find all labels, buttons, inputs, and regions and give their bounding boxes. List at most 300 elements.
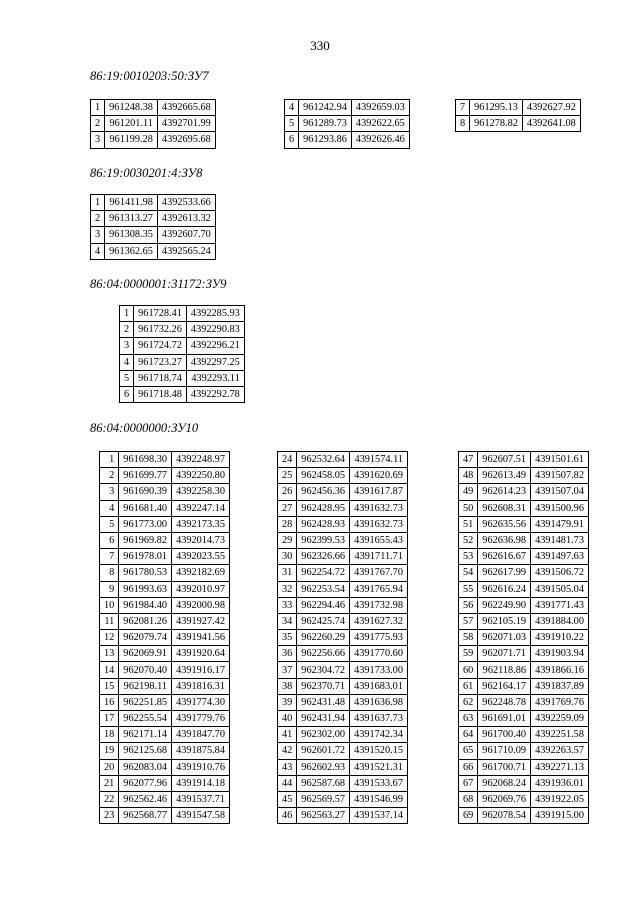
x-coordinate: 962616.24 <box>478 581 531 597</box>
table-row <box>120 338 245 354</box>
x-coordinate: 962428.95 <box>297 500 350 516</box>
x-coordinate: 961201.11 <box>105 116 158 132</box>
table-row <box>278 516 408 532</box>
x-coordinate: 961773.00 <box>119 516 172 532</box>
point-number: 40 <box>278 711 297 727</box>
point-number: 67 <box>459 775 478 791</box>
table-row <box>459 549 589 565</box>
point-number: 35 <box>278 630 297 646</box>
point-number: 68 <box>459 791 478 807</box>
table-row <box>459 613 589 629</box>
point-number: 3 <box>100 484 119 500</box>
point-number: 8 <box>456 116 470 132</box>
y-coordinate: 4391636.98 <box>350 694 408 710</box>
table-row <box>459 581 589 597</box>
x-coordinate: 961411.98 <box>105 195 158 211</box>
y-coordinate: 4391632.73 <box>350 516 408 532</box>
y-coordinate: 4392695.68 <box>157 132 215 148</box>
coords-table-zu10-part3 <box>458 451 589 824</box>
x-coordinate: 962079.74 <box>119 630 172 646</box>
point-number: 43 <box>278 759 297 775</box>
x-coordinate: 961698.30 <box>119 452 172 468</box>
point-number: 9 <box>100 581 119 597</box>
point-number: 38 <box>278 678 297 694</box>
x-coordinate: 962370.71 <box>297 678 350 694</box>
table-row <box>456 116 581 132</box>
x-coordinate: 961289.73 <box>299 116 352 132</box>
point-number: 6 <box>100 532 119 548</box>
y-coordinate: 4391574.11 <box>350 452 408 468</box>
y-coordinate: 4391520.15 <box>350 743 408 759</box>
x-coordinate: 962302.00 <box>297 727 350 743</box>
table-row <box>459 694 589 710</box>
x-coordinate: 961969.82 <box>119 532 172 548</box>
table-row <box>100 581 230 597</box>
table-row <box>100 694 230 710</box>
y-coordinate: 4392701.99 <box>157 116 215 132</box>
y-coordinate: 4391927.42 <box>172 613 230 629</box>
x-coordinate: 961699.77 <box>119 468 172 484</box>
point-number: 66 <box>459 759 478 775</box>
point-number: 30 <box>278 549 297 565</box>
point-number: 20 <box>100 759 119 775</box>
y-coordinate: 4392292.78 <box>186 386 244 402</box>
y-coordinate: 4392641.08 <box>522 116 580 132</box>
y-coordinate: 4392659.03 <box>351 100 409 116</box>
coords-table-zu7-part2 <box>284 99 410 149</box>
y-coordinate: 4392613.32 <box>157 211 215 227</box>
x-coordinate: 962083.04 <box>119 759 172 775</box>
x-coordinate: 961242.94 <box>299 100 352 116</box>
x-coordinate: 961293.86 <box>299 132 352 148</box>
y-coordinate: 4392622.65 <box>351 116 409 132</box>
table-row <box>278 549 408 565</box>
x-coordinate: 961993.63 <box>119 581 172 597</box>
table-row <box>459 727 589 743</box>
table-row <box>278 775 408 791</box>
table-row <box>100 678 230 694</box>
y-coordinate: 4391505.04 <box>531 581 589 597</box>
y-coordinate: 4392626.46 <box>351 132 409 148</box>
x-coordinate: 962568.77 <box>119 808 172 824</box>
point-number: 16 <box>100 694 119 710</box>
table-row <box>278 743 408 759</box>
x-coordinate: 962636.98 <box>478 532 531 548</box>
point-number: 37 <box>278 662 297 678</box>
y-coordinate: 4392665.68 <box>157 100 215 116</box>
table-row <box>459 646 589 662</box>
point-number: 6 <box>285 132 299 148</box>
table-row <box>459 678 589 694</box>
point-number: 54 <box>459 565 478 581</box>
point-number: 3 <box>91 132 105 148</box>
x-coordinate: 962071.03 <box>478 630 531 646</box>
point-number: 29 <box>278 532 297 548</box>
x-coordinate: 962614.23 <box>478 484 531 500</box>
table-row <box>278 581 408 597</box>
x-coordinate: 961780.53 <box>119 565 172 581</box>
coords-table-zu9 <box>119 305 245 403</box>
point-number: 32 <box>278 581 297 597</box>
y-coordinate: 4391533.67 <box>350 775 408 791</box>
x-coordinate: 962070.40 <box>119 662 172 678</box>
point-number: 51 <box>459 516 478 532</box>
table-row <box>459 468 589 484</box>
y-coordinate: 4391620.69 <box>350 468 408 484</box>
point-number: 4 <box>120 354 134 370</box>
table-row <box>459 775 589 791</box>
x-coordinate: 961724.72 <box>134 338 187 354</box>
y-coordinate: 4392010.97 <box>172 581 230 597</box>
y-coordinate: 4392533.66 <box>157 195 215 211</box>
x-coordinate: 962425.74 <box>297 613 350 629</box>
table-row <box>278 630 408 646</box>
x-coordinate: 962608.31 <box>478 500 531 516</box>
y-coordinate: 4392247.14 <box>172 500 230 516</box>
table-row <box>100 775 230 791</box>
table-row <box>120 322 245 338</box>
y-coordinate: 4391775.93 <box>350 630 408 646</box>
table-row <box>285 132 410 148</box>
y-coordinate: 4392248.97 <box>172 452 230 468</box>
x-coordinate: 962601.72 <box>297 743 350 759</box>
y-coordinate: 4392297.25 <box>186 354 244 370</box>
y-coordinate: 4391875.84 <box>172 743 230 759</box>
y-coordinate: 4391617.87 <box>350 484 408 500</box>
point-number: 10 <box>100 597 119 613</box>
y-coordinate: 4391521.31 <box>350 759 408 775</box>
y-coordinate: 4391742.34 <box>350 727 408 743</box>
x-coordinate: 962431.48 <box>297 694 350 710</box>
point-number: 60 <box>459 662 478 678</box>
y-coordinate: 4392251.58 <box>531 727 589 743</box>
y-coordinate: 4392271.13 <box>531 759 589 775</box>
coords-table-zu10-part2 <box>277 451 408 824</box>
y-coordinate: 4391847.70 <box>172 727 230 743</box>
y-coordinate: 4391941.56 <box>172 630 230 646</box>
table-row <box>91 132 216 148</box>
point-number: 6 <box>120 386 134 402</box>
x-coordinate: 962118.86 <box>478 662 531 678</box>
table-row <box>100 662 230 678</box>
y-coordinate: 4391837.89 <box>531 678 589 694</box>
x-coordinate: 961681.40 <box>119 500 172 516</box>
point-number: 65 <box>459 743 478 759</box>
x-coordinate: 961710.09 <box>478 743 531 759</box>
x-coordinate: 961732.26 <box>134 322 187 338</box>
x-coordinate: 962431.94 <box>297 711 350 727</box>
x-coordinate: 961723.27 <box>134 354 187 370</box>
x-coordinate: 962260.29 <box>297 630 350 646</box>
y-coordinate: 4391683.01 <box>350 678 408 694</box>
table-row <box>100 500 230 516</box>
y-coordinate: 4392023.55 <box>172 549 230 565</box>
coords-table-zu8 <box>90 194 216 260</box>
point-number: 64 <box>459 727 478 743</box>
table-row <box>278 500 408 516</box>
point-number: 33 <box>278 597 297 613</box>
y-coordinate: 4391903.94 <box>531 646 589 662</box>
x-coordinate: 962458.05 <box>297 468 350 484</box>
point-number: 27 <box>278 500 297 516</box>
table-row <box>100 613 230 629</box>
table-row <box>459 597 589 613</box>
x-coordinate: 961718.74 <box>134 370 187 386</box>
y-coordinate: 4391884.00 <box>531 613 589 629</box>
table-row <box>100 727 230 743</box>
point-number: 53 <box>459 549 478 565</box>
table-row <box>459 808 589 824</box>
x-coordinate: 962304.72 <box>297 662 350 678</box>
point-number: 17 <box>100 711 119 727</box>
table-row <box>278 452 408 468</box>
x-coordinate: 962602.93 <box>297 759 350 775</box>
table-row <box>100 468 230 484</box>
point-number: 61 <box>459 678 478 694</box>
section-title-zu9: 86:04:0000001:31172:ЗУ9 <box>90 277 227 291</box>
x-coordinate: 961728.41 <box>134 306 187 322</box>
coords-table-zu7-part3 <box>455 99 581 132</box>
x-coordinate: 962563.27 <box>297 808 350 824</box>
coords-table-zu10-part1 <box>99 451 230 824</box>
table-row <box>278 597 408 613</box>
point-number: 15 <box>100 678 119 694</box>
x-coordinate: 962326.66 <box>297 549 350 565</box>
table-row <box>100 452 230 468</box>
x-coordinate: 962069.76 <box>478 791 531 807</box>
x-coordinate: 962249.90 <box>478 597 531 613</box>
y-coordinate: 4391547.58 <box>172 808 230 824</box>
y-coordinate: 4392000.98 <box>172 597 230 613</box>
table-row <box>100 549 230 565</box>
point-number: 7 <box>456 100 470 116</box>
point-number: 21 <box>100 775 119 791</box>
x-coordinate: 962532.64 <box>297 452 350 468</box>
table-row <box>120 386 245 402</box>
point-number: 2 <box>120 322 134 338</box>
point-number: 2 <box>91 211 105 227</box>
point-number: 26 <box>278 484 297 500</box>
table-row <box>285 116 410 132</box>
x-coordinate: 961978.01 <box>119 549 172 565</box>
point-number: 41 <box>278 727 297 743</box>
y-coordinate: 4391497.63 <box>531 549 589 565</box>
point-number: 14 <box>100 662 119 678</box>
table-row <box>100 743 230 759</box>
y-coordinate: 4391916.17 <box>172 662 230 678</box>
table-row <box>278 662 408 678</box>
y-coordinate: 4391546.99 <box>350 791 408 807</box>
table-row <box>459 500 589 516</box>
x-coordinate: 962607.51 <box>478 452 531 468</box>
point-number: 46 <box>278 808 297 824</box>
point-number: 50 <box>459 500 478 516</box>
y-coordinate: 4391537.14 <box>350 808 408 824</box>
y-coordinate: 4391779.76 <box>172 711 230 727</box>
table-row <box>459 516 589 532</box>
y-coordinate: 4391507.04 <box>531 484 589 500</box>
x-coordinate: 962198.11 <box>119 678 172 694</box>
table-row <box>459 759 589 775</box>
point-number: 34 <box>278 613 297 629</box>
table-row <box>278 532 408 548</box>
table-row <box>100 646 230 662</box>
point-number: 2 <box>91 116 105 132</box>
x-coordinate: 962617.99 <box>478 565 531 581</box>
table-row <box>459 662 589 678</box>
point-number: 18 <box>100 727 119 743</box>
x-coordinate: 962068.24 <box>478 775 531 791</box>
table-row <box>278 565 408 581</box>
point-number: 45 <box>278 791 297 807</box>
point-number: 3 <box>91 227 105 243</box>
point-number: 1 <box>91 100 105 116</box>
x-coordinate: 962078.54 <box>478 808 531 824</box>
x-coordinate: 961984.40 <box>119 597 172 613</box>
x-coordinate: 961690.39 <box>119 484 172 500</box>
table-row <box>120 306 245 322</box>
x-coordinate: 961199.28 <box>105 132 158 148</box>
x-coordinate: 962171.14 <box>119 727 172 743</box>
y-coordinate: 4391500.96 <box>531 500 589 516</box>
y-coordinate: 4392250.80 <box>172 468 230 484</box>
y-coordinate: 4392173.35 <box>172 516 230 532</box>
y-coordinate: 4392258.30 <box>172 484 230 500</box>
table-row <box>278 484 408 500</box>
point-number: 4 <box>91 243 105 259</box>
y-coordinate: 4391767.70 <box>350 565 408 581</box>
y-coordinate: 4391655.43 <box>350 532 408 548</box>
table-row <box>100 516 230 532</box>
point-number: 25 <box>278 468 297 484</box>
y-coordinate: 4391816.31 <box>172 678 230 694</box>
x-coordinate: 961295.13 <box>470 100 523 116</box>
table-row <box>91 116 216 132</box>
x-coordinate: 961278.82 <box>470 116 523 132</box>
table-row <box>459 484 589 500</box>
table-row <box>459 630 589 646</box>
x-coordinate: 961700.40 <box>478 727 531 743</box>
table-row <box>100 597 230 613</box>
point-number: 55 <box>459 581 478 597</box>
y-coordinate: 4392182.69 <box>172 565 230 581</box>
point-number: 42 <box>278 743 297 759</box>
y-coordinate: 4391920.64 <box>172 646 230 662</box>
x-coordinate: 961362.65 <box>105 243 158 259</box>
x-coordinate: 962069.91 <box>119 646 172 662</box>
section-title-zu10: 86:04:0000000:ЗУ10 <box>90 421 199 435</box>
section-title-zu7: 86:19:0010203:50:ЗУ7 <box>90 69 209 83</box>
table-row <box>459 791 589 807</box>
y-coordinate: 4391922.05 <box>531 791 589 807</box>
y-coordinate: 4391936.01 <box>531 775 589 791</box>
x-coordinate: 961718.48 <box>134 386 187 402</box>
point-number: 56 <box>459 597 478 613</box>
point-number: 12 <box>100 630 119 646</box>
x-coordinate: 961700.71 <box>478 759 531 775</box>
x-coordinate: 962456.36 <box>297 484 350 500</box>
point-number: 4 <box>100 500 119 516</box>
point-number: 4 <box>285 100 299 116</box>
point-number: 49 <box>459 484 478 500</box>
table-row <box>100 808 230 824</box>
point-number: 1 <box>91 195 105 211</box>
table-row <box>278 694 408 710</box>
x-coordinate: 962251.85 <box>119 694 172 710</box>
point-number: 36 <box>278 646 297 662</box>
table-row <box>278 791 408 807</box>
table-row <box>278 727 408 743</box>
y-coordinate: 4392607.70 <box>157 227 215 243</box>
point-number: 59 <box>459 646 478 662</box>
table-row <box>100 532 230 548</box>
y-coordinate: 4391910.76 <box>172 759 230 775</box>
point-number: 19 <box>100 743 119 759</box>
point-number: 5 <box>285 116 299 132</box>
x-coordinate: 962105.19 <box>478 613 531 629</box>
y-coordinate: 4392627.92 <box>522 100 580 116</box>
y-coordinate: 4392263.57 <box>531 743 589 759</box>
y-coordinate: 4391770.60 <box>350 646 408 662</box>
point-number: 5 <box>120 370 134 386</box>
table-row <box>459 452 589 468</box>
x-coordinate: 962399.53 <box>297 532 350 548</box>
y-coordinate: 4391506.72 <box>531 565 589 581</box>
table-row <box>100 759 230 775</box>
coords-table-zu7-part1 <box>90 99 216 149</box>
x-coordinate: 962125.68 <box>119 743 172 759</box>
point-number: 24 <box>278 452 297 468</box>
table-row <box>100 711 230 727</box>
table-row <box>456 100 581 116</box>
table-row <box>120 370 245 386</box>
x-coordinate: 962256.66 <box>297 646 350 662</box>
section-title-zu8: 86:19:0030201:4:ЗУ8 <box>90 166 203 180</box>
table-row <box>120 354 245 370</box>
y-coordinate: 4391537.71 <box>172 791 230 807</box>
x-coordinate: 962248.78 <box>478 694 531 710</box>
point-number: 13 <box>100 646 119 662</box>
table-row <box>459 565 589 581</box>
table-row <box>459 743 589 759</box>
x-coordinate: 962587.68 <box>297 775 350 791</box>
point-number: 3 <box>120 338 134 354</box>
table-row <box>91 243 216 259</box>
table-row <box>459 711 589 727</box>
y-coordinate: 4392565.24 <box>157 243 215 259</box>
y-coordinate: 4391769.76 <box>531 694 589 710</box>
y-coordinate: 4391774.30 <box>172 694 230 710</box>
y-coordinate: 4391914.18 <box>172 775 230 791</box>
x-coordinate: 962071.71 <box>478 646 531 662</box>
point-number: 39 <box>278 694 297 710</box>
point-number: 48 <box>459 468 478 484</box>
point-number: 69 <box>459 808 478 824</box>
x-coordinate: 962254.72 <box>297 565 350 581</box>
table-row <box>278 808 408 824</box>
x-coordinate: 962253.54 <box>297 581 350 597</box>
x-coordinate: 962635.56 <box>478 516 531 532</box>
table-row <box>459 532 589 548</box>
x-coordinate: 962616.67 <box>478 549 531 565</box>
point-number: 63 <box>459 711 478 727</box>
y-coordinate: 4391915.00 <box>531 808 589 824</box>
point-number: 44 <box>278 775 297 791</box>
y-coordinate: 4391771.43 <box>531 597 589 613</box>
table-row <box>278 613 408 629</box>
y-coordinate: 4391866.16 <box>531 662 589 678</box>
point-number: 47 <box>459 452 478 468</box>
